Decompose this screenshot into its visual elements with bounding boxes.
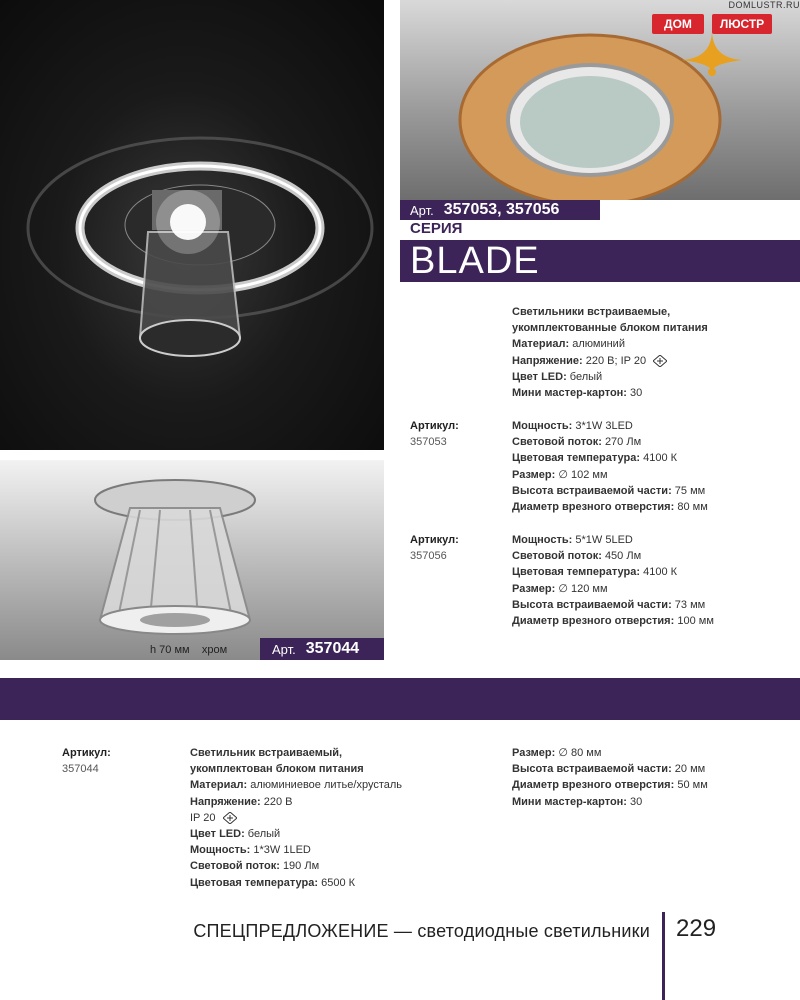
flux-value: 270 Лм: [604, 436, 642, 449]
mount-marking-icon: [223, 812, 237, 824]
article-label: Артикул:: [62, 747, 111, 759]
article-number: 357053: [410, 436, 447, 448]
article-label: Артикул:: [410, 420, 459, 432]
led-color-key: Цвет LED:: [190, 828, 245, 841]
page-number: 229: [676, 915, 717, 942]
item-title-1: Светильник встраиваемый,: [190, 747, 343, 759]
material-value: алюминий: [572, 338, 625, 351]
chrome-caption-text: [150, 640, 260, 660]
mount-marking-icon: [653, 355, 667, 367]
flux-value: 190 Лм: [282, 860, 320, 873]
section-divider: [0, 678, 800, 720]
chrome-art-label: Арт.: [272, 641, 296, 657]
hole-value: 80 мм: [677, 501, 708, 514]
hole-value: 50 мм: [677, 779, 708, 792]
article-number: 357044: [62, 763, 99, 775]
chrome-finish: хром: [201, 644, 228, 656]
series-name: BLADE: [410, 240, 540, 282]
carton-value: 30: [630, 795, 643, 808]
logo-left: ДОМ: [652, 14, 704, 34]
temp-key: Цветовая температура:: [512, 452, 641, 465]
series-label: СЕРИЯ: [410, 220, 463, 237]
product-photo-chrome: [0, 460, 384, 660]
blade-title-2: укомплектованные блоком питания: [512, 322, 708, 335]
temp-key: Цветовая температура:: [512, 566, 641, 579]
logo-right: ЛЮСТР: [712, 14, 772, 34]
crystal-lamp-illustration: [0, 460, 384, 660]
flux-key: Световой поток:: [512, 436, 602, 449]
height-value: 73 мм: [674, 598, 706, 611]
product-photo-blade-lit: [0, 0, 384, 450]
variant-357053-specs: [512, 418, 708, 515]
blade-title-1: Светильники встраиваемые,: [512, 306, 671, 318]
hole-key: Диаметр врезного отверстия:: [512, 615, 675, 628]
led-color-value: белый: [247, 828, 281, 841]
size-key: Размер:: [512, 747, 556, 759]
material-key: Материал:: [512, 338, 570, 351]
variant-357053-article: [410, 418, 459, 450]
size-key: Размер:: [512, 582, 556, 595]
voltage-value: 220 В; IP 20: [585, 354, 647, 367]
hole-key: Диаметр врезного отверстия:: [512, 501, 675, 514]
height-value: 75 мм: [674, 484, 706, 497]
power-key: Мощность:: [512, 420, 573, 432]
flux-key: Световой поток:: [190, 860, 280, 873]
led-color-key: Цвет LED:: [512, 370, 567, 383]
chrome-height: h 70 мм: [150, 644, 190, 656]
item-357044-article: [62, 745, 111, 777]
power-key: Мощность:: [190, 844, 251, 857]
logo-url: DOMLUSTR.RU: [728, 0, 800, 10]
variant-357056-specs: [512, 532, 714, 629]
lit-lamp-illustration: [0, 0, 384, 450]
gold-finish: золото: [604, 203, 639, 215]
temp-value: 6500 К: [321, 876, 356, 889]
item-357044-specs-right: [512, 745, 708, 810]
size-value: ∅ 120 мм: [558, 582, 608, 595]
material-value: алюминиевое литье/хрусталь: [250, 779, 403, 792]
footer-title: СПЕЦПРЕДЛОЖЕНИЕ — светодиодные светильники: [193, 921, 650, 941]
chrome-art-number: 357044: [305, 640, 360, 657]
carton-key: Мини мастер-картон:: [512, 387, 627, 400]
ip-value: IP 20: [190, 811, 216, 824]
logo[interactable]: [652, 10, 772, 80]
variant-357056-article: [410, 532, 459, 564]
height-key: Высота встраиваемой части:: [512, 763, 672, 776]
height-key: Высота встраиваемой части:: [512, 484, 672, 497]
power-value: 5*1W 5LED: [575, 534, 633, 546]
article-label: Артикул:: [410, 534, 459, 546]
series-bar: [400, 240, 800, 282]
item-title-2: укомплектован блоком питания: [190, 763, 364, 776]
size-key: Размер:: [512, 468, 556, 481]
led-color-value: белый: [569, 370, 603, 383]
hole-key: Диаметр врезного отверстия:: [512, 779, 675, 792]
material-key: Материал:: [190, 779, 248, 792]
gold-art-numbers: 357053, 357056: [443, 201, 560, 218]
carton-value: 30: [630, 387, 643, 400]
voltage-value: 220 В: [263, 795, 293, 808]
height-key: Высота встраиваемой части:: [512, 598, 672, 611]
gold-art-label: Арт.: [410, 202, 434, 218]
height-value: 20 мм: [674, 763, 706, 776]
hole-value: 100 мм: [677, 615, 714, 628]
carton-key: Мини мастер-картон:: [512, 795, 627, 808]
size-value: ∅ 80 мм: [558, 747, 602, 759]
gold-caption-bar: [400, 200, 600, 220]
temp-value: 4100 К: [643, 566, 678, 579]
power-value: 1*3W 1LED: [253, 844, 311, 857]
footer-divider: [662, 912, 665, 1000]
chrome-caption-bar: [260, 638, 384, 660]
flux-value: 450 Лм: [604, 550, 642, 563]
blade-description: [512, 304, 708, 401]
flux-key: Световой поток:: [512, 550, 602, 563]
voltage-key: Напряжение:: [190, 795, 261, 808]
size-value: ∅ 102 мм: [558, 468, 608, 481]
power-value: 3*1W 3LED: [575, 420, 633, 432]
temp-key: Цветовая температура:: [190, 876, 319, 889]
item-357044-specs-left: [190, 745, 402, 891]
voltage-key: Напряжение:: [512, 354, 583, 367]
article-number: 357056: [410, 550, 447, 562]
power-key: Мощность:: [512, 534, 573, 546]
temp-value: 4100 К: [643, 452, 678, 465]
